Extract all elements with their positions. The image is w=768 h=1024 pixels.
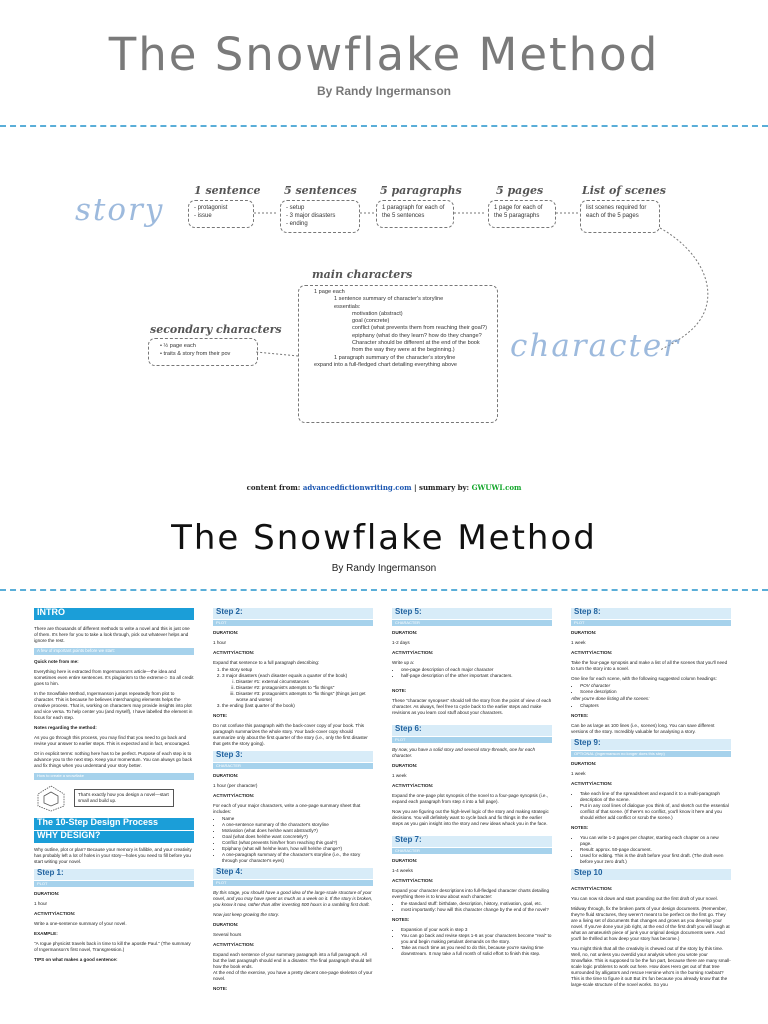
step-title-1: 1 sentence — [194, 184, 261, 197]
snowflake-icon — [34, 784, 68, 812]
step-5-intro: Write up a: — [392, 660, 415, 665]
step-text: 1 page for each of the 5 paragraphs — [494, 205, 543, 219]
list-item — [222, 673, 373, 703]
list-item: - protagonist — [194, 204, 248, 212]
step-4-sub: PLOT — [213, 880, 373, 886]
step-4-heading: Step 4: — [213, 868, 373, 879]
step-2-heading: Step 2: — [213, 608, 373, 619]
list-item: • Conflict (what prevents him/her from reaching this goal?) — [222, 840, 373, 846]
activity-label: ACTIVITY/ACTION: — [392, 650, 434, 655]
list-item: • Result: approx. 50-page document. — [580, 847, 731, 853]
disaster-list — [236, 679, 373, 703]
step-5-heading: Step 5: — [392, 608, 552, 619]
step-4-intro: By this stage, you should have a good idea of the large-scale structure of your novel, and you may have spent as much as a week on it. If the story is broken, you know it now, rather than after investing 500 hours in a rambling first draft. — [213, 890, 373, 907]
duration-label: DURATION: — [571, 630, 597, 635]
main-characters-box — [298, 285, 498, 423]
list-item: • half-page description of the other important characters. — [401, 673, 552, 679]
list-item: • Expansion of your work in step 3 — [401, 927, 552, 933]
activity-label: ACTIVITY/ACTION: — [571, 650, 613, 655]
text-line: epiphany (what do they learn? how do they change? Character should be different at the end of the book from the way they were at the beginning.) — [352, 332, 482, 354]
step-10-heading: Step 10 — [571, 869, 731, 880]
step-6-text: Now you are figuring out the high-level logic of the story and making strategic decisions. You will definitely want to cycle back and fix things in the earlier steps as you gain insight into the story and new ideas whack you in the face. — [392, 809, 549, 826]
activity-label: ACTIVITY/ACTION: — [213, 942, 255, 947]
notes-label: NOTES: — [571, 825, 589, 830]
step-box-3 — [376, 200, 454, 228]
activity-label: ACTIVITY/ACTION: — [392, 783, 434, 788]
step-2-sub: PLOT — [213, 620, 373, 626]
step-2-list — [222, 667, 373, 709]
step-box-5 — [580, 200, 660, 233]
text-line: 1 paragraph summary of the character's storyline — [334, 354, 456, 361]
activity-label: ACTIVITY/ACTION: — [213, 650, 255, 655]
ten-step-heading: The 10-Step Design Process — [34, 818, 194, 830]
step-2-duration: 1 hour — [213, 640, 227, 645]
list-item: • most importantly: how will this character change by the end of the novel? — [401, 907, 552, 913]
step-text: list scenes required for each of the 5 pages — [586, 205, 647, 219]
infographic-title: The Snowflake Method — [108, 28, 660, 81]
step-8-list — [580, 683, 731, 695]
document-author: By Randy Ingermanson — [331, 563, 437, 574]
text-line: conflict (what prevents them from reaching their goal?) — [352, 325, 487, 332]
step-9-duration: 1 week — [571, 771, 586, 776]
duration-label: DURATION: — [392, 858, 418, 863]
step-8-text: One line for each scene, with the following suggested column headings: — [571, 676, 717, 681]
tips-label: TIPS on what makes a good sentence: — [34, 957, 118, 962]
list-item: ii. Disaster #2: protagonist's attempts to "fix things" — [236, 685, 373, 691]
step-1-example: "A rogue physicist travels back in time to kill the apostle Paul." (The summary of Ingermanson's first novel, Transgression.) — [34, 941, 191, 952]
list-text: traits & story from their pov — [163, 351, 231, 357]
credit-mid: | summary by: — [411, 483, 472, 492]
step-5-list — [401, 667, 552, 679]
list-item: • Chapters — [580, 703, 731, 709]
duration-label: DURATION: — [213, 922, 239, 927]
list-item: • Epiphany (what will he/she learn, how will he/she change?) — [222, 846, 373, 852]
list-item: iii. Disaster #3: protagonist's attempts to "fix things" (things just get worse and worse) — [236, 691, 373, 703]
text-line: goal (concrete) — [352, 318, 390, 325]
credit-prefix: content from: — [246, 483, 303, 492]
secondary-characters-box — [148, 338, 258, 366]
step-6-heading: Step 6: — [392, 725, 552, 736]
step-10-text-2: You might think that all the creativity is chewed out of the story by this time. Well, no, not unless you overdid your analysis when you wrote your Snowflake. This is supposed to be the fun part, because there are many small-scale logic problems to work out here. How does Hero get out of that tree surrounded by alligators and rescue Heroine who's in the burning rowboat? This is the time to figure it out! But it's fun because you already know that the large-scale structure of the novel works. So you — [571, 946, 731, 987]
credit-line — [0, 483, 768, 492]
step-9-sub: OPTIONAL (Ingermanson no longer does this step) — [571, 751, 731, 757]
source-link[interactable]: advancedfictionwriting.com — [302, 483, 412, 492]
points-bar: A few of important points before we start: — [34, 648, 194, 655]
text-line: motivation (abstract) — [352, 310, 403, 317]
list-item: • A one-sentence summary of the character's storyline — [222, 822, 373, 828]
step-1-heading: Step 1: — [34, 869, 194, 880]
notes-text-2: Or in explicit terms: nothing here has to be perfect. Purpose of each step is to advance you to the next step. Keep your momentum. You can always go back and fix things when you understand your story better. — [34, 751, 193, 768]
step-8-sub: PLOT — [571, 620, 731, 626]
note-label: NOTE: — [392, 688, 407, 693]
list-item: • the standard stuff: birthdate, description, history, motivation, goal, etc. — [401, 901, 552, 907]
quick-note-label: Quick note from me: — [34, 659, 79, 664]
arrow-5 — [256, 352, 298, 356]
step-box-1 — [188, 200, 254, 228]
step-7-list — [401, 901, 552, 913]
step-title-5: List of scenes — [582, 184, 666, 197]
step-8-list-2 — [580, 703, 731, 709]
step-5-sub: CHARACTER — [392, 620, 552, 626]
notes-text-1: As you go through this process, you may find that you need to go back and revise your answer to earlier steps. This is expected and in fact, encouraged. — [34, 735, 191, 746]
list-item: • You can write 1-2 pages per chapter, starting each chapter on a new page. — [580, 835, 731, 847]
step-2-intro: Expand that sentence to a full paragraph describing: — [213, 660, 320, 665]
list-item: - issue — [194, 212, 248, 220]
list-text: ½ page each — [163, 343, 196, 349]
step-9-notes — [580, 835, 731, 865]
step-6-duration: 1 week — [392, 773, 407, 778]
quick-note-text: Everything here is extracted from Ingermanson's article—the idea and sometimes even entire sentences. It's plagiarism to the extreme☺ So all credit goes to him. — [34, 669, 194, 686]
list-item: • Motivation (what does he/she want abstractly?) — [222, 828, 373, 834]
step-4-growing: Now just keep growing the story. — [213, 912, 280, 917]
step-8-activity: Take the four-page synopsis and make a list of all the scenes that you'll need to turn the story into a novel. — [571, 660, 728, 671]
step-6-sub: PLOT — [392, 737, 552, 743]
step-6-intro: By now, you have a solid story and several story-threads, one for each character. — [392, 747, 535, 758]
list-item: 3. the ending (last quarter of the book) — [222, 703, 373, 709]
step-7-duration: 1-4 weeks — [392, 868, 413, 873]
duration-label: DURATION: — [213, 773, 239, 778]
step-7-notes — [401, 927, 552, 957]
step-1-duration: 1 hour — [34, 901, 48, 906]
list-item: • Scene description — [580, 689, 731, 695]
list-text: 3 major disasters (each disaster equals a quarter of the book) — [222, 673, 348, 678]
column-2 — [213, 608, 373, 1024]
step-2-note: Do not confuse this paragraph with the back-cover copy of your book. This paragraph summarizes the whole story. Your back-cover copy should summarize only about the first quarter of the story (i.e., only the first disaster that gets the story going). — [213, 723, 368, 746]
activity-label: ACTIVITY/ACTION: — [392, 878, 434, 883]
snowflake-row — [34, 784, 194, 812]
column-4 — [571, 608, 731, 1024]
step-8-heading: Step 8: — [571, 608, 731, 619]
list-item: • Name — [222, 816, 373, 822]
step-3-sub: CHARACTER — [213, 763, 373, 769]
list-item: • Take as much time as you need to do this, because you're saving time downstream. It may take a full month of solid effort to finish this step. — [401, 945, 552, 957]
step-box-2 — [280, 200, 360, 233]
document-title: The Snowflake Method — [171, 518, 597, 558]
step-9-heading: Step 9: — [571, 739, 731, 750]
list-item: • POV character — [580, 683, 731, 689]
list-item: - ending — [286, 220, 354, 228]
step-title-2: 5 sentences — [284, 184, 357, 197]
secondary-characters-title: secondary characters — [150, 323, 282, 336]
activity-label: ACTIVITY/ACTION: — [571, 886, 613, 891]
step-3-list — [222, 816, 373, 864]
step-3-heading: Step 3: — [213, 751, 373, 762]
step-1-sub: PLOT — [34, 881, 194, 887]
activity-label: ACTIVITY/ACTION: — [213, 793, 255, 798]
step-1-activity: Write a one-sentence summary of your novel. — [34, 921, 127, 926]
example-label: EXAMPLE: — [34, 931, 58, 936]
infographic-author: By Randy Ingermanson — [316, 84, 452, 98]
step-7-activity: Expand your character descriptions into full-fledged character charts detailing everything there is to know about each character: — [392, 888, 550, 899]
list-item: • traits & story from their pov — [160, 351, 231, 357]
step-7-heading: Step 7: — [392, 836, 552, 847]
activity-label: ACTIVITY/ACTION: — [571, 781, 613, 786]
why-design-heading: WHY DESIGN? — [34, 831, 194, 843]
step-8-after: After you're done listing all the scenes: — [571, 696, 650, 701]
step-3-duration: 1 hour (per character) — [213, 783, 258, 788]
step-text: 1 paragraph for each of the 5 sentences — [382, 205, 445, 219]
column-1 — [34, 608, 194, 1024]
author-link[interactable]: GWUWI.com — [471, 483, 522, 492]
intro-heading: INTRO — [34, 608, 194, 620]
column-3 — [392, 608, 552, 1024]
step-8-notes: Can be as large as 100 lines (i.e., scenes) long. You can save different versions of the story. Incredibly valuable for analysing a story. — [571, 723, 715, 734]
list-item: • A one-paragraph summary of the character's storyline (i.e., the story through your character's eyes) — [222, 852, 373, 864]
list-item: • You can go back and revise steps 1-6 as your characters become "real" to you and begin making petulant demands on the story. — [401, 933, 552, 945]
notes-label: Notes regarding the method: — [34, 725, 97, 730]
step-4-duration: Several hours — [213, 932, 242, 937]
list-item: - 3 major disasters — [286, 212, 354, 220]
list-item: - setup — [286, 204, 354, 212]
story-label: story — [75, 192, 165, 228]
step-title-4: 5 pages — [496, 184, 544, 197]
divider — [0, 589, 768, 591]
character-label: character — [510, 328, 681, 364]
intro-paragraph: There are thousands of different methods to write a novel and this is just one of them. It's here for you to take a look through, pick out whatever helps and ignore the rest. — [34, 626, 190, 643]
snowflake-note: That's exactly how you design a novel—start small and build up. — [74, 789, 174, 807]
method-text: In the Snowflake Method, Ingermanson jumps repeatedly from plot to character. This is because he believes interchanging elements helps the creative process. That is, working on characters may provide insights into plot and vice versa. To help center you (and myself), I have labelled the element in focus for each step. — [34, 691, 193, 720]
activity-label: ACTIVITY/ACTION: — [34, 911, 76, 916]
step-5-duration: 1-2 days — [392, 640, 410, 645]
list-item: • one-page description of each major character — [401, 667, 552, 673]
note-label: NOTE: — [213, 713, 228, 718]
step-box-4 — [488, 200, 556, 228]
text-line: 1 page each — [314, 289, 345, 295]
why-design-text: Why outline, plot or plan? Because your memory is fallible, and your creativity has probably left a lot of holes in your story—holes you need to fill before you start writing your novel. — [34, 847, 192, 864]
text-line: 1 sentence summary of character's storyline — [334, 296, 444, 303]
step-4-end: At the end of the exercise, you have a pretty decent one-page skeleton of your novel. — [213, 970, 373, 981]
step-title-3: 5 paragraphs — [380, 184, 462, 197]
duration-label: DURATION: — [392, 763, 418, 768]
list-item: • Take each line of the spreadsheet and expand it to a multi-paragraph description of the scene. — [580, 791, 731, 803]
notes-label: NOTES: — [392, 917, 410, 922]
step-6-activity: Expand the one-page plot synopsis of the novel to a four-page synopsis (i.e., expand each paragraph from step 4 into a full page). — [392, 793, 549, 804]
text-line: essentials: — [334, 303, 361, 310]
notes-label: NOTES: — [571, 713, 589, 718]
main-characters-title: main characters — [312, 268, 413, 281]
step-10-text-1: Midway through, fix the broken parts of your design documents. (Remember, they're fluid structures, they weren't meant to be perfect on the first go. They are a living set of documents that changes and grows as you develop your novel. If you've done your job right, at the end of the first draft you will laugh at what an amateurish piece of junk your original design documents were. And you'll be thrilled at how deep your story has become.) — [571, 906, 730, 941]
step-3-intro: For each of your major characters, write a one-page summary sheet that includes: — [213, 803, 361, 814]
list-item: 1. the story setup — [222, 667, 373, 673]
step-8-duration: 1 week — [571, 640, 586, 645]
step-9-list — [580, 791, 731, 821]
step-5-note: These "character synopses" should tell the story from the point of view of each character. As always, feel free to cycle back to the earlier steps and make revisions as you learn cool stuff about your characters. — [392, 698, 552, 715]
list-item: • ½ page each — [160, 343, 196, 349]
text-line: expand into a full-fledged chart detailing everything above — [314, 361, 458, 368]
list-item: • Put in any cool lines of dialogue you think of, and sketch out the essential conflict of that scene. (If there's no conflict, you'll know it here and you should either add conflict or scrub the scene.) — [580, 803, 731, 821]
list-item: i. Disaster #1: external circumstances — [236, 679, 373, 685]
step-10-activity: You can now sit down and start pounding out the first draft of your novel. — [571, 896, 718, 901]
duration-label: DURATION: — [34, 891, 60, 896]
duration-label: DURATION: — [571, 761, 597, 766]
note-label: NOTE: — [213, 986, 228, 991]
snowflake-bar: How to create a snowflake — [34, 773, 194, 780]
list-item: • Goal (what does he/she want concretely?) — [222, 834, 373, 840]
step-7-sub: CHARACTER — [392, 848, 552, 854]
duration-label: DURATION: — [213, 630, 239, 635]
list-item: • Used for editing. This is the draft before your first draft. (The draft even before your zero draft.) — [580, 853, 731, 865]
duration-label: DURATION: — [392, 630, 418, 635]
step-4-activity: Expand each sentence of your summary paragraph into a full paragraph. All but the last paragraph should end in a disaster. The final paragraph should tell how the book ends. — [213, 952, 372, 969]
